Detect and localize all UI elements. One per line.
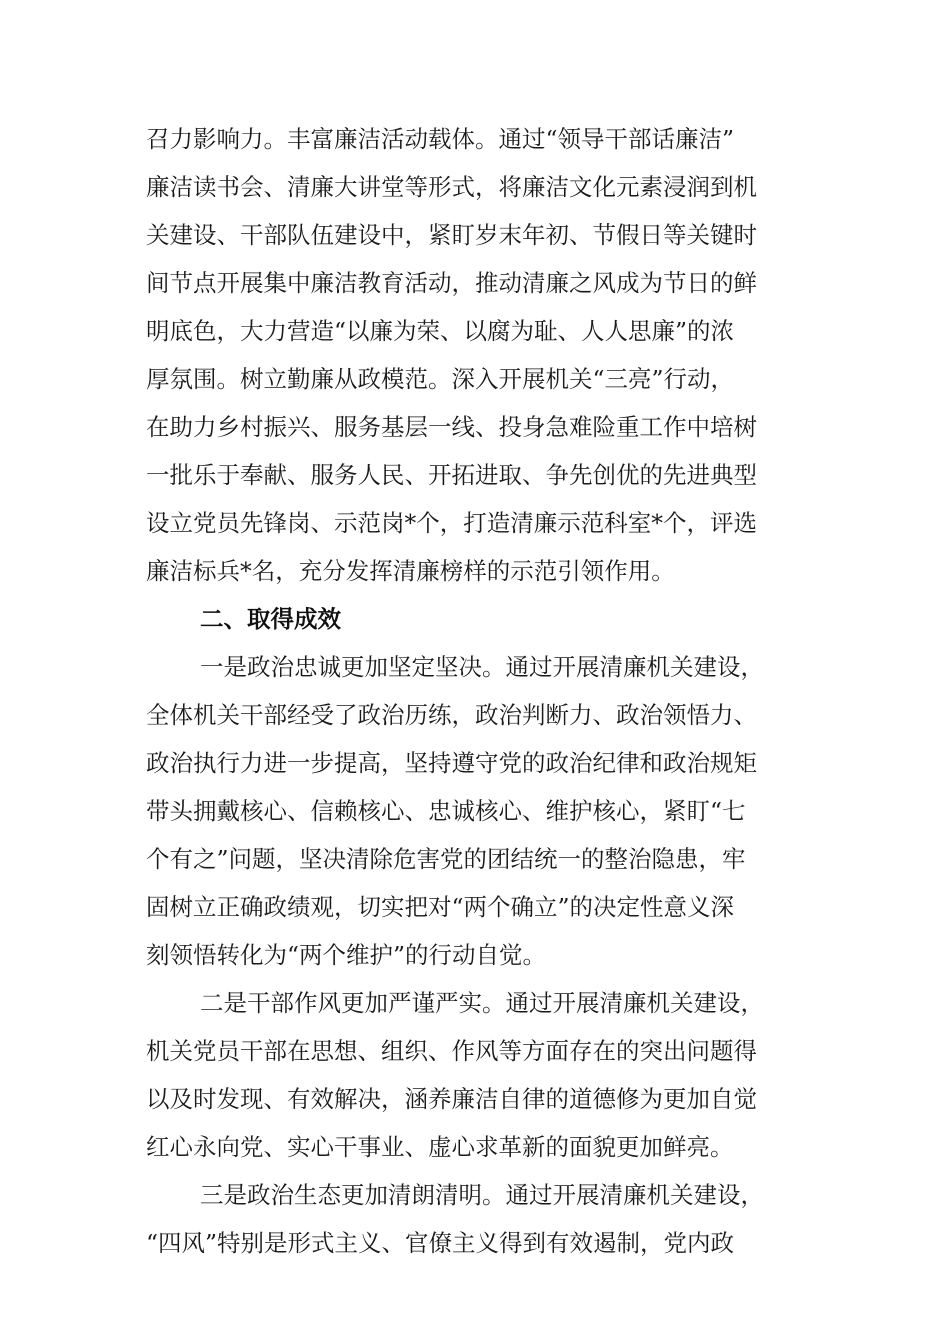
text-line: 机关党员干部在思想、组织、作风等方面存在的突出问题得 bbox=[146, 1037, 757, 1065]
text-line: 廉洁标兵*名，充分发挥清廉榜样的示范引领作用。 bbox=[146, 557, 675, 585]
text-line: 一批乐于奉献、服务人民、开拓进取、争先创优的先进典型 bbox=[146, 461, 757, 489]
text-line: 红心永向党、实心干事业、虚心求革新的面貌更加鲜亮。 bbox=[146, 1133, 734, 1161]
text-line: 全体机关干部经受了政治历练，政治判断力、政治领悟力、 bbox=[146, 701, 757, 729]
text-line: 廉洁读书会、清廉大讲堂等形式，将廉洁文化元素浸润到机 bbox=[146, 173, 757, 201]
paragraph-first-line: 三是政治生态更加清朗清明。通过开展清廉机关建设， bbox=[200, 1181, 764, 1209]
text-line: 带头拥戴核心、信赖核心、忠诚核心、维护核心，紧盯“七 bbox=[146, 797, 746, 825]
text-line: 个有之”问题，坚决清除危害党的团结统一的整治隐患，牢 bbox=[146, 845, 746, 873]
text-line: 刻领悟转化为“两个维护”的行动自觉。 bbox=[146, 941, 547, 969]
text-line: 以及时发现、有效解决，涵养廉洁自律的道德修为更加自觉 bbox=[146, 1085, 757, 1113]
text-line: 明底色，大力营造“以廉为荣、以腐为耻、人人思廉”的浓 bbox=[146, 317, 735, 345]
text-line: 间节点开展集中廉洁教育活动，推动清廉之风成为节日的鲜 bbox=[146, 269, 757, 297]
text-line: 厚氛围。树立勤廉从政模范。深入开展机关“三亮”行动， bbox=[146, 365, 735, 393]
text-line: 在助力乡村振兴、服务基层一线、投身急难险重工作中培树 bbox=[146, 413, 757, 441]
text-line: 关建设、干部队伍建设中，紧盯岁末年初、节假日等关键时 bbox=[146, 221, 757, 249]
text-line: 固树立正确政绩观，切实把对“两个确立”的决定性意义深 bbox=[146, 893, 735, 921]
text-line: 政治执行力进一步提高，坚持遵守党的政治纪律和政治规矩 bbox=[146, 749, 757, 777]
text-line: “四风”特别是形式主义、官僚主义得到有效遏制，党内政 bbox=[146, 1229, 735, 1257]
section-heading: 二、取得成效 bbox=[200, 605, 341, 633]
text-line: 设立党员先锋岗、示范岗*个，打造清廉示范科室*个，评选 bbox=[146, 509, 757, 537]
text-line: 召力影响力。丰富廉洁活动载体。通过“领导干部话廉洁” bbox=[146, 125, 735, 153]
paragraph-first-line: 二是干部作风更加严谨严实。通过开展清廉机关建设， bbox=[200, 989, 764, 1017]
paragraph-first-line: 一是政治忠诚更加坚定坚决。通过开展清廉机关建设， bbox=[200, 653, 764, 681]
